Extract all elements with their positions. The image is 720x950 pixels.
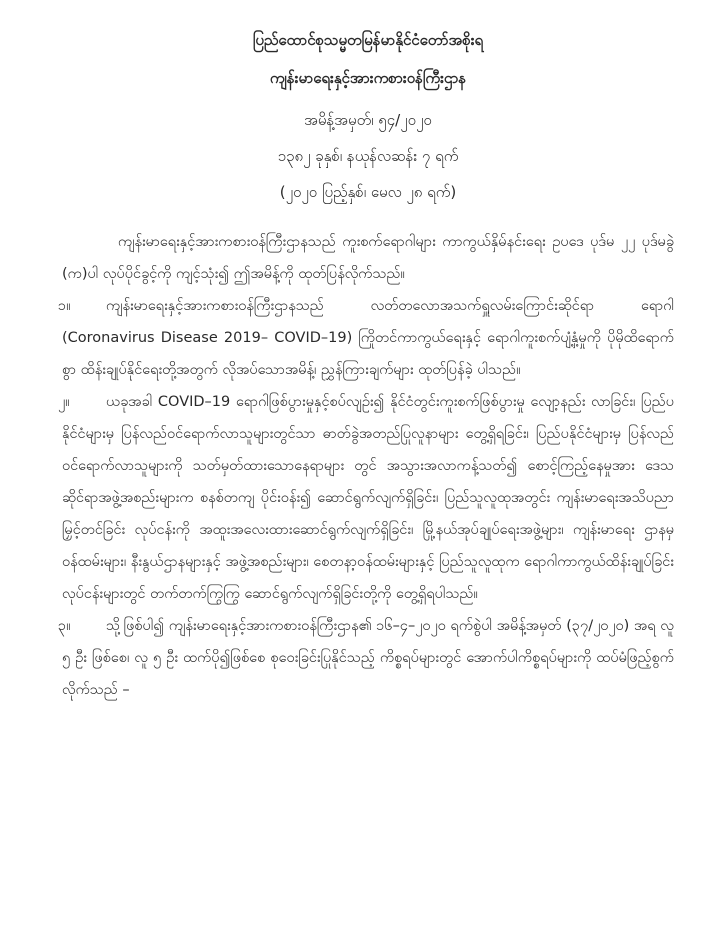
gregorian-date: (၂၀၂၀ ပြည့်နှစ်၊ မေလ ၂၈ ရက်) [279,183,457,201]
ministry-title: ကျန်းမာရေးနှင့်အားကစားဝန်ကြီးဌာန [269,69,467,87]
paragraph-text: ယခုအခါ COVID–19 ရောဂါဖြစ်ပွားမှုနှင့်စပ်လျဉ်း၍ နိုင်ငံတွင်းကူးစက်ဖြစ်ပွားမှု လျော့နည်း လာခြင်း၊ ပြည်ပနိုင်ငံများမှ ပြန်လည်ဝင်ရောက်လာသူများတွင်သာ ဓာတ်ခွဲအတည်ပြုလူနာများ တွေ့ရှိရခြင်း၊ ပြည်ပနိုင်ငံများမှ ပြန်လည်ဝင်ရောက်လာသူများကို သတ်မှတ်ထားသောနေရာများ တွင် အသွားအလာကန့်သတ်၍ စောင့်ကြည့်နေမှုအား ဒေသဆိုင်ရာအဖွဲ့အစည်းများက စနစ်တကျ ပိုင်းဝန်း၍ ဆောင်ရွက်လျက်ရှိခြင်း၊ ပြည်သူလူထုအတွင်း ကျန်းမာရေးအသိပညာမြှင့်တင်ခြင်း လုပ်ငန်းကို အထူးအလေးထားဆောင်ရွက်လျက်ရှိခြင်း၊ မြို့နယ်အုပ်ချုပ်ရေးအဖွဲ့များ၊ ကျန်းမာရေး ဌာနမှဝန်ထမ်းများ၊ နီးနွယ်ဌာနများနှင့် အဖွဲ့အစည်းများ၊ စေတနာ့ဝန်ထမ်းများနှင့် ပြည်သူလူထုက ရောဂါကာကွယ်ထိန်းချုပ်ခြင်းလုပ်ငန်းများတွင် တက်တက်ကြွကြွ ဆောင်ရွက်လျက်ရှိခြင်းတို့ကို တွေ့ရှိရပါသည်။ [62,394,674,602]
order-number: အမိန့်အမှတ်၊ ၅၄/၂၀၂၀ [304,111,432,129]
intro-paragraph: ကျန်းမာရေးနှင့်အားကစားဝန်ကြီးဌာနသည် ကူးစက်ရောဂါများ ကာကွယ်နှိမ်နင်းရေး ဥပဒေ ပုဒ်မ ၂၂ ပုဒ်မခွဲ (က)ပါ လုပ်ပိုင်ခွင့်ကို ကျင့်သုံး၍ ဤအမိန့်ကို ထုတ်ပြန်လိုက်သည်။ [62,234,674,282]
myanmar-date: ၁၃၈၂ ခုနှစ်၊ နယုန်လဆန်း ၇ ရက် [277,147,459,165]
paragraph-2 [58,386,674,610]
order-body [58,226,674,706]
government-title: ပြည်ထောင်စုသမ္မတမြန်မာနိုင်ငံတော်အစိုးရ [252,31,484,49]
paragraph-text: သို့ဖြစ်ပါ၍ ကျန်းမာရေးနှင့်အားကစားဝန်ကြီးဌာန၏ ၁၆–၄–၂၀၂၀ ရက်စွဲပါ အမိန့်အမှတ် (၃၇/၂၀၂၀) အရ လူ ၅ ဦး ဖြစ်စေ၊ လူ ၅ ဦး ထက်ပို၍ဖြစ်စေ စုဝေးခြင်းပြုနိုင်သည့် ကိစ္စရပ်များတွင် အောက်ပါကိစ္စရပ်များကို ထပ်မံဖြည့်စွက်လိုက်သည် – [62,618,674,698]
paragraph-number: ၁။ [58,298,71,314]
paragraph-number: ၂။ [58,394,70,410]
paragraph-3 [58,610,674,706]
paragraph-text: ကျန်းမာရေးနှင့်အားကစားဝန်ကြီးဌာနသည် လတ်တလောအသက်ရှူလမ်းကြောင်းဆိုင်ရာ ရောဂါ (Coronavirus Disease 2019– COVID–19) ကြိုတင်ကာကွယ်ရေးနှင့် ရောဂါကူးစက်ပျံ့နှံ့မှုကို ပိုမိုထိရောက်စွာ ထိန်းချုပ်နိုင်ရေးတို့အတွက် လိုအပ်သောအမိန့်၊ ညွှန်ကြားချက်များ ထုတ်ပြန်ခဲ့ ပါသည်။ [62,298,674,378]
paragraph-1 [58,290,674,386]
paragraph-number: ၃။ [58,618,71,634]
